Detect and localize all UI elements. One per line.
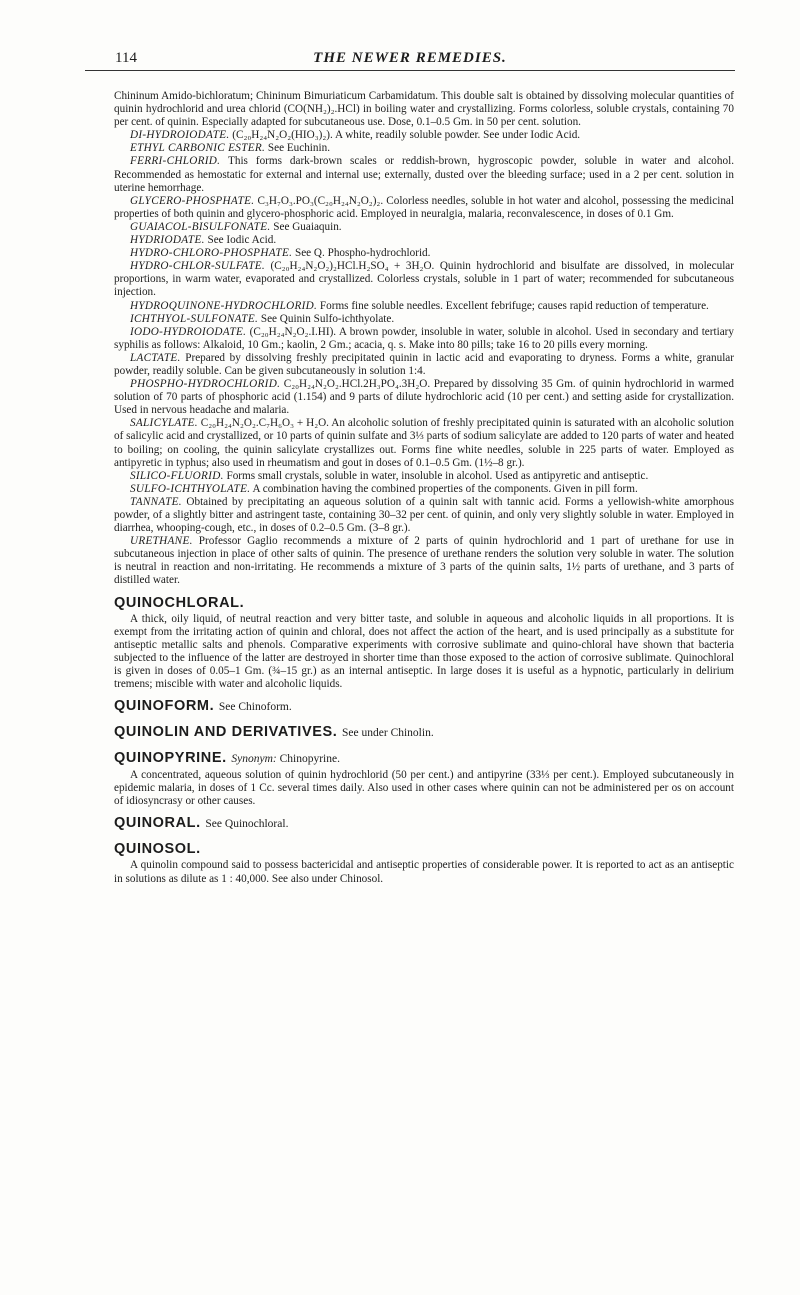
entry-paragraph — [114, 221, 734, 234]
entry-text: See Guaiaquin. — [270, 220, 342, 233]
synonym-label: Synonym: — [231, 753, 277, 766]
entry-heading: ICHTHYOL-SULFONATE. — [130, 312, 259, 325]
section-list — [114, 594, 734, 886]
entry-paragraph — [114, 535, 734, 587]
entry-paragraph — [114, 247, 734, 260]
section-title: QUINOFORM. — [114, 698, 215, 715]
section-heading — [114, 749, 734, 769]
entry-text: Obtained by precipitating an aqueous solution of a quinin salt with tannic acid. Forms a yellowish-white amorphous powder, of a slightly bitter and astringent taste, containing 30–32 per cent. of quinin, and only very slightly soluble in water. Employed in diarrhea, whooping-cough, etc., in doses of 0.2–0.5 Gm. (3–8 gr.). — [114, 495, 734, 535]
section-heading — [114, 814, 734, 834]
entry-text: C₂₀H₂₄N₂O₂.C₇H₆O₃ + H₂O. An alcoholic solution of freshly precipitated quinin is saturated with an alcoholic solution of salicylic acid and crystallized, or 10 parts of quinin sulfate and 3⅓ parts of sodium salicylate are added to 120 parts of water and heated to boiling; on cooling, the quinin salicylate crystallizes out. Forms fine white needles, soluble in 225 parts of water. Employed as antipyretic in typhus; also used in rheumatism and gout in doses of 0.1–0.5 Gm. (1½–8 gr.). — [114, 417, 734, 469]
entry-text: A combination having the combined properties of the components. Given in pill form. — [250, 482, 638, 495]
entry-paragraph — [114, 496, 734, 535]
section — [114, 814, 734, 834]
section-title: QUINORAL. — [114, 815, 201, 832]
section — [114, 594, 734, 692]
see-reference: See Chinoform. — [218, 701, 292, 714]
section — [114, 723, 734, 743]
section — [114, 840, 734, 885]
entry-heading: LACTATE. — [130, 351, 181, 364]
entry-paragraph — [114, 483, 734, 496]
entry-heading: HYDRO-CHLOR-SULFATE. — [130, 260, 265, 273]
entry-paragraph — [114, 300, 734, 313]
entry-heading: URETHANE. — [130, 535, 193, 548]
entry-paragraph — [114, 142, 734, 155]
entry-text: See Euchinin. — [265, 142, 331, 155]
entry-text: Chininum Amido-bichloratum; Chininum Bimuriaticum Carbamidatum. This double salt is obtained by dissolving molecular quantities of quinin hydrochlorid and urea chlorid (CO(NH₂)₂.HCl) in boiling water and crystallizing. Forms colorless, soluble crystals, containing 70 per cent. of quinin. Especially adapted for subcutaneous use. Dose, 0.1–0.5 Gm. in 50 per cent. solution. — [114, 90, 734, 129]
entry-heading: SALICYLATE. — [130, 417, 198, 430]
entry-paragraph — [114, 378, 734, 417]
page-body — [114, 90, 734, 886]
entry-heading: SILICO-FLUORID. — [130, 469, 224, 482]
page-header — [85, 50, 735, 71]
synonym-value: Chinopyrine. — [279, 753, 340, 766]
entry-paragraph — [114, 313, 734, 326]
entry-heading: GLYCERO-PHOSPHATE. — [130, 194, 255, 207]
entry-heading: SULFO-ICHTHYOLATE. — [130, 482, 251, 495]
entry-text: (C₂₀H₂₄N₂O₂(HIO₃)₂). A white, readily soluble powder. See under Iodic Acid. — [229, 129, 581, 142]
entry-text: Professor Gaglio recommends a mixture of 2 parts of quinin hydrochlorid and 1 part of urethane for use in subcutaneous injection in place of other salts of quinin. The presence of urethane renders the solution very soluble in water. The solution is neutral in reaction and non-irritating. He recommends a mixture of 3 parts of the quinin salts, 1½ parts of urethane, and 3 parts of distilled water. — [114, 535, 734, 587]
section-title: QUINOLIN AND DERIVATIVES. — [114, 724, 338, 741]
entry-text: Forms fine soluble needles. Excellent febrifuge; causes rapid reduction of temperature. — [317, 299, 709, 312]
see-reference: See under Chinolin. — [342, 727, 434, 740]
synonym — [231, 753, 340, 765]
entry-paragraph — [114, 417, 734, 469]
entry-text: (C₂₀H₂₄N₂O₂.I.HI). A brown powder, insoluble in water, soluble in alcohol. Used in secondary and tertiary syphilis as follows: Alkaloid, 10 Gm.; kaolin, 2 Gm.; acacia, q. s. Make into 80 pills; take 16 to 20 pills every morning. — [114, 325, 734, 351]
section-heading — [114, 697, 734, 717]
section-heading — [114, 594, 734, 613]
section-body: A concentrated, aqueous solution of quinin hydrochlorid (50 per cent.) and antipyrine (33⅓ per cent.). Employed subcutaneously in epidemic malaria, in doses of 1 Cc. several times daily. Also used in other cases where quinin can not be administered per os on account of idiosyncrasy or other causes. — [114, 769, 734, 808]
section — [114, 749, 734, 808]
entry-heading: ETHYL CARBONIC ESTER. — [130, 142, 266, 155]
entry-heading: DI-HYDROIODATE. — [130, 129, 230, 142]
entry-paragraph — [114, 326, 734, 352]
entry-heading: IODO-HYDROIODATE. — [130, 325, 247, 338]
entry-paragraph — [114, 129, 734, 142]
entry-paragraph — [114, 90, 734, 129]
section-heading — [114, 723, 734, 743]
entry-paragraph — [114, 260, 734, 299]
entry-heading: HYDROQUINONE-HYDROCHLORID. — [130, 299, 318, 312]
section-title: QUINOPYRINE. — [114, 750, 227, 767]
entry-paragraph — [114, 470, 734, 483]
entry-paragraph — [114, 234, 734, 247]
entry-list — [114, 90, 734, 588]
entry-text: Forms small crystals, soluble in water, insoluble in alcohol. Used as antipyretic and antiseptic. — [223, 469, 649, 482]
entry-text: Prepared by dissolving freshly precipitated quinin in lactic acid and evaporating to dryness. Forms a white, granular powder, readily soluble. Can be given subcutaneously in solution 1:4. — [114, 351, 734, 377]
entry-heading: FERRI-CHLORID. — [130, 155, 221, 168]
entry-heading: GUAIACOL-BISULFONATE. — [130, 220, 271, 233]
entry-text: See Iodic Acid. — [204, 234, 277, 247]
page-number: 114 — [115, 50, 137, 66]
entry-paragraph — [114, 195, 734, 221]
section-title: QUINOSOL. — [114, 841, 201, 858]
entry-paragraph — [114, 352, 734, 378]
entry-text: See Quinin Sulfo-ichthyolate. — [258, 312, 395, 325]
entry-heading: HYDRO-CHLORO-PHOSPHATE. — [130, 247, 293, 260]
entry-heading: HYDRIODATE. — [130, 234, 205, 247]
entry-heading: PHOSPHO-HYDROCHLORID. — [130, 378, 281, 391]
section-body: A quinolin compound said to possess bactericidal and antiseptic properties of considerable power. It is reported to act as an antiseptic in solutions as dilute as 1 : 40,000. See also under Chinosol. — [114, 859, 734, 885]
running-title: THE NEWER REMEDIES. — [313, 50, 507, 66]
entry-text: This forms dark-brown scales or reddish-brown, hygroscopic powder, soluble in water and alcohol. Recommended as hemostatic for external and internal use; externally, dusted over the bleeding surface; used in a 2 per cent. solution in uterine hemorrhage. — [114, 155, 734, 194]
entry-heading: TANNATE. — [130, 495, 182, 508]
entry-text: See Q. Phospho-hydrochlorid. — [292, 247, 431, 260]
entry-text: (C₂₀H₂₄N₂O₂)₂HCl.H₂SO₄ + 3H₂O. Quinin hydrochlorid and bisulfate are dissolved, in molecular proportions, in warm water, evaporated and crystallized. Colorless crystals, soluble in 1 part of water; recommended for subcutaneous injection. — [114, 260, 734, 299]
section-heading — [114, 840, 734, 859]
section — [114, 697, 734, 717]
section-title: QUINOCHLORAL. — [114, 594, 245, 611]
entry-text: C₃H₇O₃.PO₃(C₂₀H₂₄N₂O₂)₂. Colorless needles, soluble in hot water and alcohol, possessing the medicinal properties of both quinin and glycero-phosphoric acid. Employed in neuralgia, malaria, reconvalescence, in doses of 0.1 Gm. — [114, 194, 734, 220]
entry-text: C₂₀H₂₄N₂O₂.HCl.2H₃PO₄.3H₂O. Prepared by dissolving 35 Gm. of quinin hydrochlorid in warmed solution of 70 parts of phosphoric acid (1.154) and 9 parts of dilute hydrochloric acid (10 per cent.) and setting aside for crystallization. Used in nervous headache and malaria. — [114, 378, 734, 417]
see-reference: See Quinochloral. — [205, 818, 289, 831]
section-body: A thick, oily liquid, of neutral reaction and very bitter taste, and soluble in aqueous and alcoholic liquids in all proportions. It is exempt from the irritating action of quinin and chloral, does not affect the action of the heart, and is used principally as a substitute for antiseptic metallic salts and phenols. Comparative experiments with corrosive sublimate and quino-chloral have shown that bacteria subjected to the influence of the latter are destroyed in shorter time than those exposed to the action of corrosive sublimate. Quinochloral is given in doses of 0.05–1 Gm. (¾–15 gr.) as an internal antiseptic. In large doses it is useful as a hypnotic, particularly in delirium tremens; miscible with water and alcoholic liquids. — [114, 612, 734, 691]
entry-paragraph — [114, 155, 734, 194]
